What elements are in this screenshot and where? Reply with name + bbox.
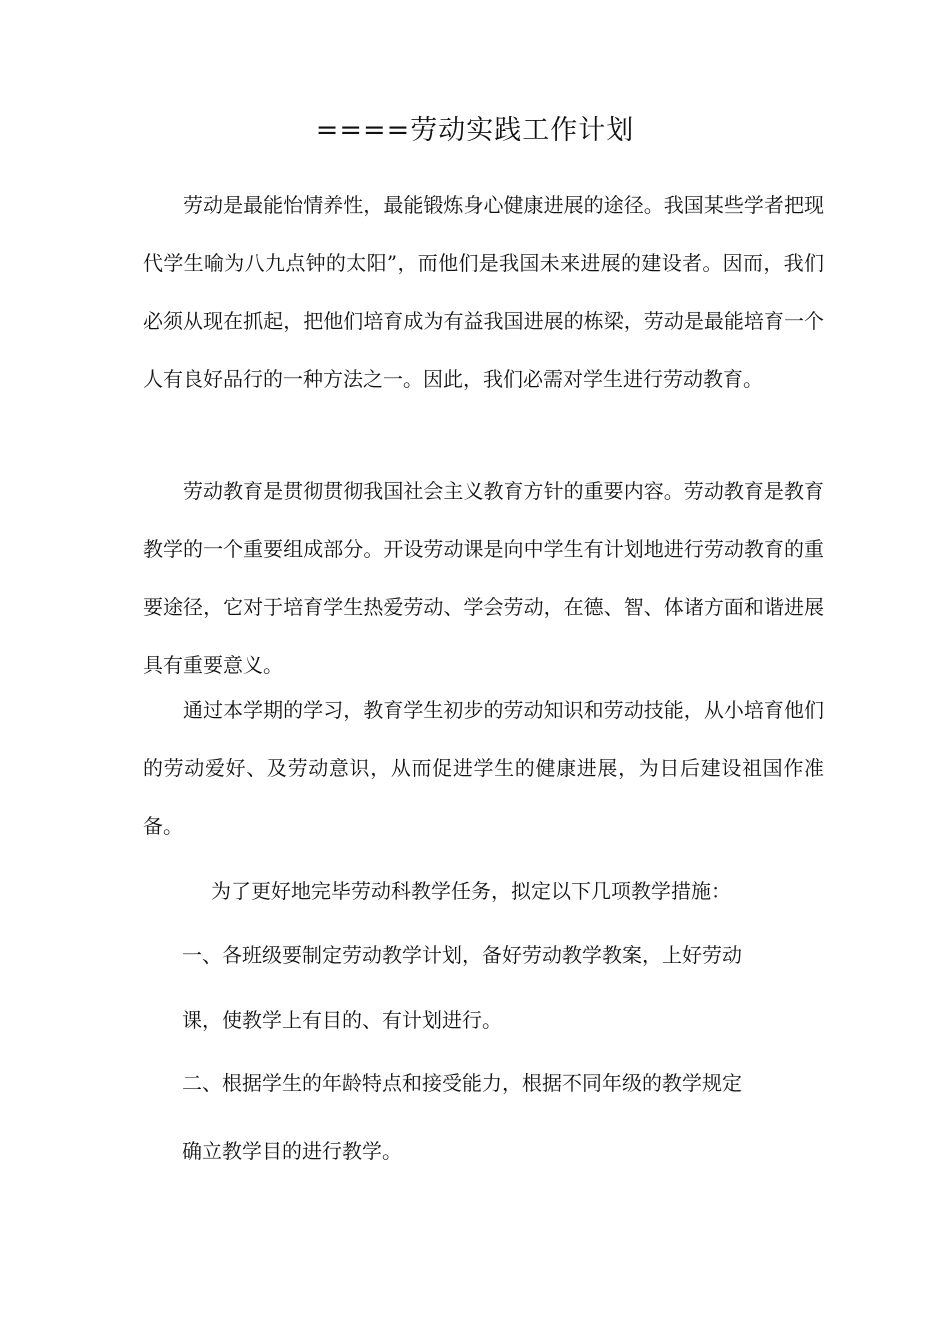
- measure-line: 一、各班级要制定劳动教学计划，备好劳动教学教案，上好劳动: [182, 943, 742, 967]
- measures-intro: 为了更好地完毕劳动科教学任务，拟定以下几项教学措施：: [211, 879, 731, 903]
- paragraph-semester-goals: 通过本学期的学习，教育学生初步的劳动知识和劳动技能，从小培育他们的劳动爱好、及劳动意识，从而促进学生的健康进展，为日后建设祖国作准备。: [143, 698, 824, 838]
- measure-line: 确立教学目的进行教学。: [182, 1139, 402, 1163]
- paragraph-labor-education-policy: 劳动教育是贯彻贯彻我国社会主义教育方针的重要内容。劳动教育是教育教学的一个重要组成部分。开设劳动课是向中学生有计划地进行劳动教育的重要途径，它对于培育学生热爱劳动、学会劳动，在德、智、体诸方面和谐进展具有重要意义。: [143, 479, 824, 677]
- document-title: ====劳动实践工作计划: [315, 115, 635, 146]
- measure-line: 课，使教学上有目的、有计划进行。: [182, 1008, 502, 1032]
- measure-line: 二、根据学生的年龄特点和接受能力，根据不同年级的教学规定: [182, 1071, 742, 1095]
- paragraph-labor-benefits: 劳动是最能怡情养性，最能锻炼身心健康进展的途径。我国某些学者把现代学生喻为八九点钟的太阳”，而他们是我国未来进展的建设者。因而，我们必须从现在抓起，把他们培育成为有益我国进展的栋梁，劳动是最能培育一个人有良好品行的一种方法之一。因此，我们必需对学生进行劳动教育。: [143, 193, 824, 391]
